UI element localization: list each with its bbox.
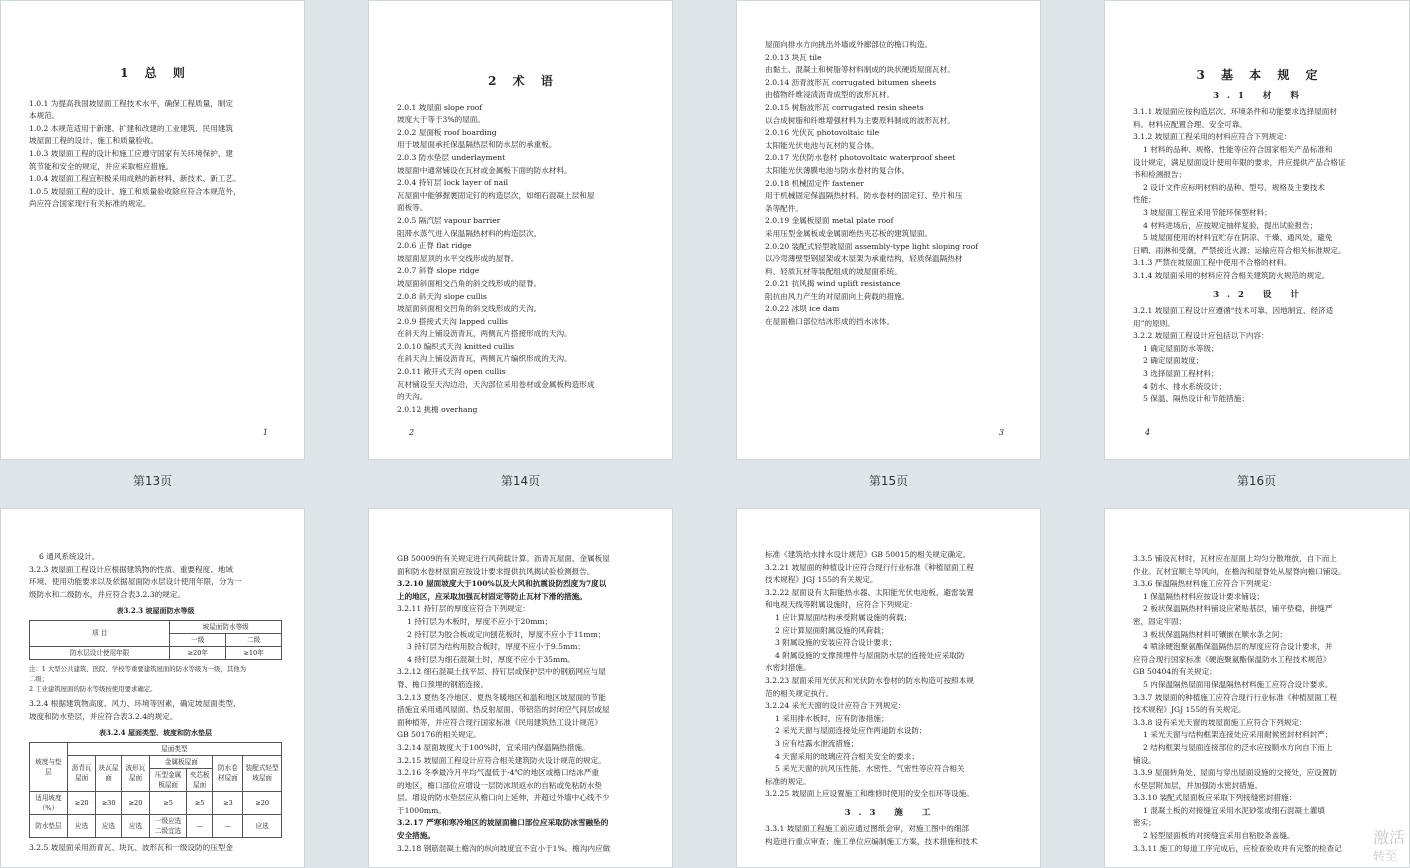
document-page[interactable] <box>0 0 305 460</box>
chapter-title: 3 基 本 规 定 <box>1196 68 1324 82</box>
text-line: 铺设。 <box>1133 755 1156 765</box>
text-line: 密，固定牢固； <box>1133 616 1187 626</box>
text-line: 2 工业建筑屋面的防水等级按使用要求确定。 <box>29 684 157 693</box>
text-line: 用于坡屋面承托保温隔热层和防水层的承重板。 <box>397 140 557 150</box>
text-line: 2.0.18 机械固定件 fastener <box>765 178 864 188</box>
text-line: 的地区，檐口部位应增设一层防冰坝返水的自粘或免粘防水垫 <box>397 780 603 790</box>
text-line: 3.1.3 严禁在坡屋面工程中使用不合格的材料。 <box>1133 258 1292 268</box>
text-line: 4 天窗采用的玻璃应符合相关安全的要求； <box>775 751 919 761</box>
text-line: 4 持钉层为细石混凝土时，厚度不应小于35mm。 <box>407 654 575 664</box>
text-line: 措施宜采用通风屋面、热反射屋面、带铝箔的封闭空气间层或屋 <box>397 705 610 715</box>
text-line: 面板等。 <box>397 203 428 213</box>
text-line: 应符合现行国家标准《硬泡聚氨酯保温防水工程技术规范》 <box>1133 654 1331 664</box>
text-line: 2.0.5 隔汽层 vapour barrier <box>397 215 501 225</box>
text-line: 1.0.2 本规范适用于新建、扩建和改建的工业建筑、民用建筑 <box>29 123 233 133</box>
text-line: 4 附属设施的支撑预埋件与屋面防水层的连接处应采取防 <box>775 650 965 660</box>
text-line: 的天沟。 <box>397 392 428 402</box>
text-line: 面种植等，并应符合现行国家标准《民用建筑热工设计规范》 <box>397 717 603 727</box>
document-page[interactable] <box>368 508 673 868</box>
table-cell: ≥5 <box>186 791 213 814</box>
text-line: 安全措施。 <box>397 831 435 841</box>
page-text <box>29 698 282 723</box>
page-text <box>29 98 282 211</box>
table-header: 二级 <box>226 633 282 646</box>
text-line: 2.0.3 防水垫层 underlayment <box>397 152 506 162</box>
table-header: 沥青瓦屋面 <box>67 755 96 791</box>
text-line: 用于机械固定保温隔热材料、防水卷材的固定钉、垫片和压 <box>765 191 963 201</box>
page-text <box>1133 305 1387 406</box>
text-line: 坡屋面屋顶的水平交线形成的屋脊。 <box>397 253 519 263</box>
page-text <box>1133 106 1387 282</box>
text-line: 2.0.13 块瓦 tile <box>765 52 822 62</box>
text-line: 1 采用排水板时，应有防渗措施； <box>775 713 889 723</box>
text-line: 5 坡屋面使用的材料宜贮存在阴凉、干燥、通风处，避免 <box>1143 233 1333 243</box>
text-line: 2.0.9 搭接式天沟 lapped cullis <box>397 316 508 326</box>
text-line: 4 喷涂硬泡聚氨酯保温隔热层的厚度应符合设计要求，并 <box>1143 642 1333 652</box>
page-number: 2 <box>409 428 415 437</box>
text-line: 1.0.4 坡屋面工程宜积极采用成熟的新材料、新技术、新工艺。 <box>29 174 241 184</box>
text-line: 于1000mm。 <box>397 805 446 815</box>
text-line: 3.2.22 屋面设有太阳能热水器、太阳能光伏电池板、避雷装置 <box>765 587 974 597</box>
text-line: 2 轻型屋面板的对接缝宜采用自粘胶条盖缝。 <box>1143 831 1295 841</box>
text-line: 3.3.1 坡屋面工程施工前应通过图纸会审，对施工图中的细部 <box>765 824 969 834</box>
text-line: 级防水和二级防水，并应符合表3.2.3的规定。 <box>29 589 186 599</box>
text-line: 以合成树脂和纤维增强材料为主要原料制成的波形瓦材。 <box>765 115 955 125</box>
text-line: 以冷弯薄壁型钢屋架或木屋架为承重结构，轻质保温隔热材 <box>765 254 963 264</box>
text-line: 2 结构框架与屋面连接部位的泛水应按顺水方向自下而上 <box>1143 742 1333 752</box>
text-line: 1 应计算屋面结构承受附属设施的荷载； <box>775 612 912 622</box>
text-line: GB 50404的有关规定； <box>1133 667 1217 677</box>
text-line: 由植物纤维浸渍沥青成型的波形瓦材。 <box>765 90 895 100</box>
text-line: 作业。瓦材宜顺主导风向，在檐沟和屋脊处从屋脊向檐口铺设。 <box>1133 566 1346 576</box>
document-page[interactable] <box>1104 0 1410 460</box>
text-line: 3.2.14 屋面坡度大于100%时，宜采用内保温隔热措施。 <box>397 742 590 752</box>
text-line: 3.2.24 采光天窗的设计应符合下列规定： <box>765 701 906 711</box>
text-line: 2.0.22 冰坝 ice dam <box>765 304 840 314</box>
text-line: 二级； <box>29 674 49 683</box>
text-line: 3.2.1 坡屋面工程设计应遵循“技术可靠、因地制宜、经济适 <box>1133 306 1334 316</box>
chapter-title: 1 总 则 <box>120 66 191 80</box>
text-line: 3.3.10 装配式屋面板应采取下列接缝密封措施： <box>1133 793 1297 803</box>
table-header: 屋面类型 <box>67 742 281 755</box>
table-header: 项 目 <box>30 620 170 646</box>
page-number: 3 <box>998 428 1004 437</box>
table-header: 一级 <box>170 633 226 646</box>
text-line: 3.2.2 坡屋面工程设计应包括以下内容： <box>1133 331 1269 341</box>
text-line: 本规范。 <box>29 111 60 121</box>
text-line: 3.2.17 严寒和寒冷地区的坡屋面檐口部位应采取防冰雪融坠的 <box>397 818 609 828</box>
text-line: 1.0.5 坡屋面工程的设计、施工和质量验收除应符合本规范外， <box>29 186 241 196</box>
text-line: 阻滞水蒸气进入保温隔热材料的构造层次。 <box>397 228 542 238</box>
table-notes <box>29 664 282 694</box>
table-caption: 表3.2.4 屋面类型、坡度和防水垫层 <box>99 728 212 738</box>
text-line: 注：1 大型公共建筑、医院、学校等重要建筑屋面的防水等级为一级，其他为 <box>29 664 246 673</box>
table-header: 装配式轻型坡屋面 <box>243 755 282 791</box>
text-line: 坡屋面工程的设计、施工和质量验收。 <box>29 136 159 146</box>
text-line: 3.2.3 坡屋面工程设计应根据建筑物的性质、重要程度、地域 <box>29 564 233 574</box>
text-line: 筑节能和安全的规定，并应采取相应措施。 <box>29 161 174 171</box>
text-line: 4 防水、排水系统设计； <box>1143 381 1227 391</box>
text-line: 设计规定，满足屋面设计使用年限的要求，并应提供产品合格证 <box>1133 157 1346 167</box>
table-header: 夹芯板屋面 <box>186 768 213 791</box>
watermark-text: 转至 <box>1372 849 1397 863</box>
text-line: 3.2.18 钢筋混凝土檐沟的纵向坡度宜不宜小于1%。檐沟内应做 <box>397 843 611 853</box>
text-line: 3.2.5 坡屋面采用沥青瓦、块瓦、波形瓦和一级设防的压型金 <box>29 842 233 852</box>
text-line: 太阳能光伏电池与瓦材的复合体。 <box>765 140 879 150</box>
text-line: 环境、使用功能要求以及依据屋面防水层设计使用年限，分为一 <box>29 577 242 587</box>
table-header: 块瓦屋面 <box>96 755 121 791</box>
table-cell: 应选 <box>243 814 282 837</box>
text-line: 太阳能光伏薄膜电池与防水卷材的复合体。 <box>765 165 910 175</box>
text-line: 水密封措施。 <box>765 663 811 673</box>
text-line: 3.3.9 屋面转角处、屋面与穿出屋面设施的交接处，应设置防 <box>1133 768 1337 778</box>
table-header: 防水卷材屋面 <box>213 755 243 791</box>
roof-type-table <box>29 742 282 838</box>
table-cell: — <box>186 814 213 837</box>
table-cell: ≥30 <box>96 791 121 814</box>
table-cell: ≥10年 <box>226 646 282 659</box>
page-text <box>765 39 1018 329</box>
text-line: 料、轻质瓦材等装配组成的坡屋面系统。 <box>765 266 902 276</box>
table-header: 金属板屋面 <box>150 755 213 768</box>
text-line: 3.2.10 屋面坡度大于100%以及大风和抗震设防烈度为7度以 <box>397 579 607 589</box>
text-line: 坡度和防水垫层，并应符合表3.2.4的规定。 <box>29 711 178 721</box>
text-line: 3 选择屋面工程材料； <box>1143 369 1219 379</box>
text-line: 和电视天线等附属设施时，应符合下列规定： <box>765 600 917 610</box>
text-line: 3.3.5 铺设瓦材时，瓦材应在屋面上均匀分散堆放，自下而上 <box>1133 554 1337 563</box>
text-line: 3 应有结露水泄流措施； <box>775 738 859 748</box>
table-header: 压型金属板屋面 <box>150 768 187 791</box>
text-line: 2 设计文件应标明材料的品种、型号、规格及主要技术 <box>1143 182 1325 192</box>
text-line: 2.0.8 斜天沟 slope cullis <box>397 291 487 301</box>
text-line: 4 材料进场后，应按规定抽样复验，提出试验报告； <box>1143 220 1318 230</box>
text-line: 书和检测报告； <box>1133 170 1187 180</box>
text-line: 3.3.6 保温隔热材料施工应符合下列规定： <box>1133 579 1277 589</box>
text-line: 6 通风系统设计。 <box>39 552 100 561</box>
text-line: 3 持钉层为结构用胶合板时，厚度不应小于9.5mm； <box>407 642 586 652</box>
text-line: 标准《建筑给水排水设计规范》GB 50015的相关规定确定。 <box>765 550 971 559</box>
text-line: GB 50009的有关规定进行风荷载计算。沥青瓦屋面、金属板屋 <box>397 554 610 563</box>
text-line: 1 采光天窗与结构框架连接处应采用耐候密封材料封严； <box>1143 730 1333 740</box>
text-line: 水垫层附加层，并加强防水密封措施。 <box>1133 780 1263 790</box>
table-header: 波形瓦屋面 <box>121 755 150 791</box>
table-header: 坡度与垫层 <box>30 742 68 791</box>
table-cell: ≥20 <box>67 791 96 814</box>
text-line: 坡屋面中通常铺设在瓦材或金属板下面的防水材料。 <box>397 165 572 175</box>
text-line: 3.3.8 设有采光天窗的坡屋面施工应符合下列规定： <box>1133 717 1307 727</box>
text-line: 坡屋面斜面相交凹角的斜交线形成的天沟。 <box>397 304 542 314</box>
page-text <box>397 102 650 417</box>
text-line: 条等配件。 <box>765 203 803 213</box>
chapter-title: 2 术 语 <box>488 74 559 88</box>
text-line: 3.2.16 冬季最冷月平均气温低于-4℃的地区或檐口结冰严重 <box>397 768 599 778</box>
text-line: 在斜天沟上铺设沥青瓦，两侧瓦片编织形成的天沟。 <box>397 354 572 364</box>
text-line: 3.2.25 坡屋面上应设置施工和维修时使用的安全扣环等设施。 <box>765 789 974 799</box>
table-cell: 防水层设计使用年限 <box>30 646 170 659</box>
text-line: 上的地区，应采取加强瓦材固定等防止瓦材下滑的措施。 <box>397 591 587 601</box>
text-line: 2 采光天窗与屋面连接处应作两道防水设防； <box>775 726 927 736</box>
text-line: 2.0.14 沥青波形瓦 corrugated bitumen sheets <box>765 77 937 87</box>
text-line: 2.0.12 挑檐 overhang <box>397 404 478 414</box>
text-line: 2.0.10 编织式天沟 knitted cullis <box>397 341 515 351</box>
text-line: 3.3.7 坡屋面的种植施工应符合现行行业标准《种植屋面工程 <box>1133 692 1337 702</box>
table-cell: ≥3 <box>213 791 243 814</box>
text-line: 采用压型金属板或金属面绝热夹芯板的建筑屋面。 <box>765 228 933 238</box>
waterproof-grade-table <box>29 620 282 660</box>
text-line: 3.3.11 施工的每道工序完成后，应检查验收并有完整的检查记 <box>1133 843 1342 853</box>
text-line: 2.0.7 斜脊 slope ridge <box>397 266 480 276</box>
text-line: 范的相关规定执行。 <box>765 688 834 698</box>
section-title: 3.3 施 工 <box>844 807 939 818</box>
text-line: 3 板状保温隔热材料可镶嵌在顺水条之间； <box>1143 629 1287 639</box>
page-caption[interactable]: 第13页 <box>132 474 173 488</box>
text-line: 坡屋面斜面相交凸角的斜交线形成的屋脊。 <box>397 278 542 288</box>
text-line: 3.2.4 根据建筑物高度、风力、环境等因素，确定坡屋面类型、 <box>29 698 241 708</box>
table-cell: ≥5 <box>150 791 187 814</box>
text-line: 2.0.15 树脂波形瓦 corrugated resin sheets <box>765 102 924 112</box>
text-line: 性能； <box>1133 195 1156 205</box>
text-line: 瓦屋面中能够握裹固定钉的构造层次，如细石混凝土层和屋 <box>397 190 595 200</box>
activation-watermark <box>1373 829 1405 865</box>
text-line: 阻抗由风力产生的对屋面向上荷载的措施。 <box>765 291 910 301</box>
text-line: 2.0.20 装配式轻型坡屋面 assembly-type light sloping roof <box>765 241 979 251</box>
text-line: 技术规程》JGJ 155的有关规定。 <box>1133 705 1246 715</box>
text-line: 2 确定屋面坡度； <box>1143 356 1204 366</box>
text-line: 5 保温、隔热设计和节能措施； <box>1143 394 1249 404</box>
page-caption[interactable]: 第14页 <box>500 474 541 488</box>
text-line: 日晒、雨淋和受潮，严禁接近火源；运输应符合相关标准规定。 <box>1133 245 1346 255</box>
table-cell: 一级应选二级宜选 <box>150 814 187 837</box>
text-line: 由黏土、混凝土和树脂等材料制成的块状硬质屋面瓦材。 <box>765 65 955 75</box>
text-line: 面和防水卷材屋面应按设计要求提供抗风揭试验检测报告。 <box>397 566 595 576</box>
table-cell: 防水垫层 <box>30 814 68 837</box>
text-line: 2.0.21 抗风揭 wind uplift resistance <box>765 279 901 289</box>
table-cell: ≥20年 <box>170 646 226 659</box>
table-cell: 应选 <box>67 814 96 837</box>
text-line: 密实； <box>1133 818 1156 828</box>
text-line: 瓦材铺设至天沟边沿，天沟部位采用卷材或金属板构造形成 <box>397 379 595 389</box>
text-line: 2 应计算屋面附属设施的风荷载； <box>775 625 889 635</box>
text-line: 2.0.17 光伏防水卷材 photovoltaic waterproof sheet <box>765 153 956 163</box>
text-line: 1.0.1 为提高我国坡屋面工程技术水平，确保工程质量，制定 <box>29 98 233 108</box>
page-text <box>765 823 1018 848</box>
text-line: 3 附属设施的安装应符合设计要求； <box>775 638 897 648</box>
page-caption[interactable]: 第16页 <box>1236 474 1277 488</box>
table-cell: — <box>213 814 243 837</box>
text-line: 层。增设的防水垫层应从檐口向上延伸，并超过外墙中心线不少 <box>397 793 610 803</box>
text-line: 1 混凝土板的对接缝宜采用水泥砂浆或细石混凝土灌填 <box>1143 805 1325 815</box>
page-text <box>29 551 282 601</box>
text-line: GB 50176的相关规定。 <box>397 730 481 740</box>
text-line: 尚应符合国家现行有关标准的规定。 <box>29 199 151 209</box>
text-line: 在屋面檐口部位结冰形成的挡水冰体。 <box>765 317 895 327</box>
text-line: 在斜天沟上铺设沥青瓦，两侧瓦片搭接形成的天沟。 <box>397 329 572 339</box>
text-line: 2.0.2 屋面板 roof boarding <box>397 127 497 137</box>
page-number: 1 <box>262 428 268 437</box>
text-line: 用”的原则。 <box>1133 318 1175 328</box>
text-line: 1 材料的品种、规格、性能等应符合国家相关产品标准和 <box>1143 144 1333 154</box>
watermark-text: 激活 <box>1372 828 1405 847</box>
document-page[interactable] <box>1104 508 1410 868</box>
document-page[interactable] <box>368 0 673 460</box>
text-line: 3.1.2 坡屋面工程采用的材料应符合下列规定： <box>1133 132 1292 142</box>
table-caption: 表3.2.3 坡屋面防水等级 <box>116 606 195 616</box>
text-line: 脊、檐口预埋的钢筋连接。 <box>397 679 489 689</box>
text-line: 2.0.1 坡屋面 slope roof <box>397 102 483 112</box>
text-line: 5 内保温隔热屋面用保温隔热材料施工应符合设计要求。 <box>1143 679 1333 689</box>
text-line: 坡度大于等于3%的屋面。 <box>397 115 485 125</box>
text-line: 3.2.13 夏热冬冷地区、夏热冬暖地区和温和地区坡屋面的节能 <box>397 692 606 702</box>
text-line: 3.1.1 坡屋面应按构造层次、环境条件和功能要求选择屋面材 <box>1133 107 1337 117</box>
table-cell: 应选 <box>121 814 150 837</box>
table-header: 坡屋面防水等级 <box>170 620 282 633</box>
text-line: 2 持钉层为胶合板或定向刨花板时，厚度不应小于11mm； <box>407 629 606 639</box>
text-line: 2.0.11 敞开式天沟 open cullis <box>397 367 506 377</box>
text-line: 2.0.19 金属板屋面 metal plate roof <box>765 216 894 226</box>
text-line: 1 确定屋面防水等级； <box>1143 343 1219 353</box>
text-line: 1 保温隔热材料应按设计要求铺设； <box>1143 591 1265 601</box>
table-cell: 应选 <box>96 814 121 837</box>
text-line: 构造进行重点审查；施工单位应编制施工方案，技术措施和技术 <box>765 837 978 847</box>
table-cell: 适用坡度（%） <box>30 791 68 814</box>
text-line: 3.2.12 细石混凝土找平层、持钉层或保护层中的钢筋网应与屋 <box>397 667 606 677</box>
table-cell: ≥20 <box>243 791 282 814</box>
table-cell: ≥20 <box>121 791 150 814</box>
text-line: 2.0.16 光伏瓦 photovoltaic tile <box>765 128 880 138</box>
page-text <box>397 553 650 855</box>
section-title: 3.1 材 料 <box>1213 90 1307 101</box>
section-title: 3.2 设 计 <box>1213 289 1307 300</box>
text-line: 3.2.11 持钉层的厚度应符合下列规定： <box>397 604 530 614</box>
text-line: 5 采光天窗的抗风压性能、水密性、气密性等应符合相关 <box>775 764 965 774</box>
page-caption[interactable]: 第15页 <box>868 474 909 488</box>
text-line: 2.0.4 持钉层 lock layer of nail <box>397 178 509 188</box>
document-page[interactable] <box>736 508 1041 868</box>
page-number: 4 <box>1145 428 1151 437</box>
text-line: 屋面向排水方向挑出外墙或外廊部位的檐口构造。 <box>765 40 933 49</box>
page-text <box>765 549 1018 801</box>
document-page[interactable] <box>736 0 1041 460</box>
text-line: 2 板状保温隔热材料铺设应紧贴基层，铺平垫稳，拼缝严 <box>1143 604 1333 614</box>
text-line: 3.2.23 屋面采用光伏瓦和光伏防水卷材的防水构造可按照本规 <box>765 675 974 685</box>
page-text <box>1133 553 1387 855</box>
text-line: 料。材料应配置合理、安全可靠。 <box>1133 119 1247 129</box>
text-line: 标准的规定。 <box>765 776 811 786</box>
text-line: 技术规程》JGJ 155的有关规定。 <box>765 575 878 585</box>
document-page[interactable] <box>0 508 305 868</box>
text-line: 3.1.4 坡屋面采用的材料应符合相关建筑防火规范的规定。 <box>1133 270 1330 280</box>
text-line: 3.2.21 坡屋面的种植设计应符合现行行业标准《种植屋面工程 <box>765 562 974 572</box>
text-line: 3.2.15 坡屋面工程设计应符合相关建筑防火设计规范的规定。 <box>397 755 606 765</box>
text-line: 1.0.3 坡屋面工程的设计和施工应遵守国家有关环境保护、建 <box>29 148 233 158</box>
text-line: 1 持钉层为木板时，厚度不应小于20mm； <box>407 616 553 626</box>
text-line: 3 坡屋面工程宜采用节能环保型材料； <box>1143 207 1272 217</box>
text-line: 2.0.6 正脊 flat ridge <box>397 241 472 251</box>
